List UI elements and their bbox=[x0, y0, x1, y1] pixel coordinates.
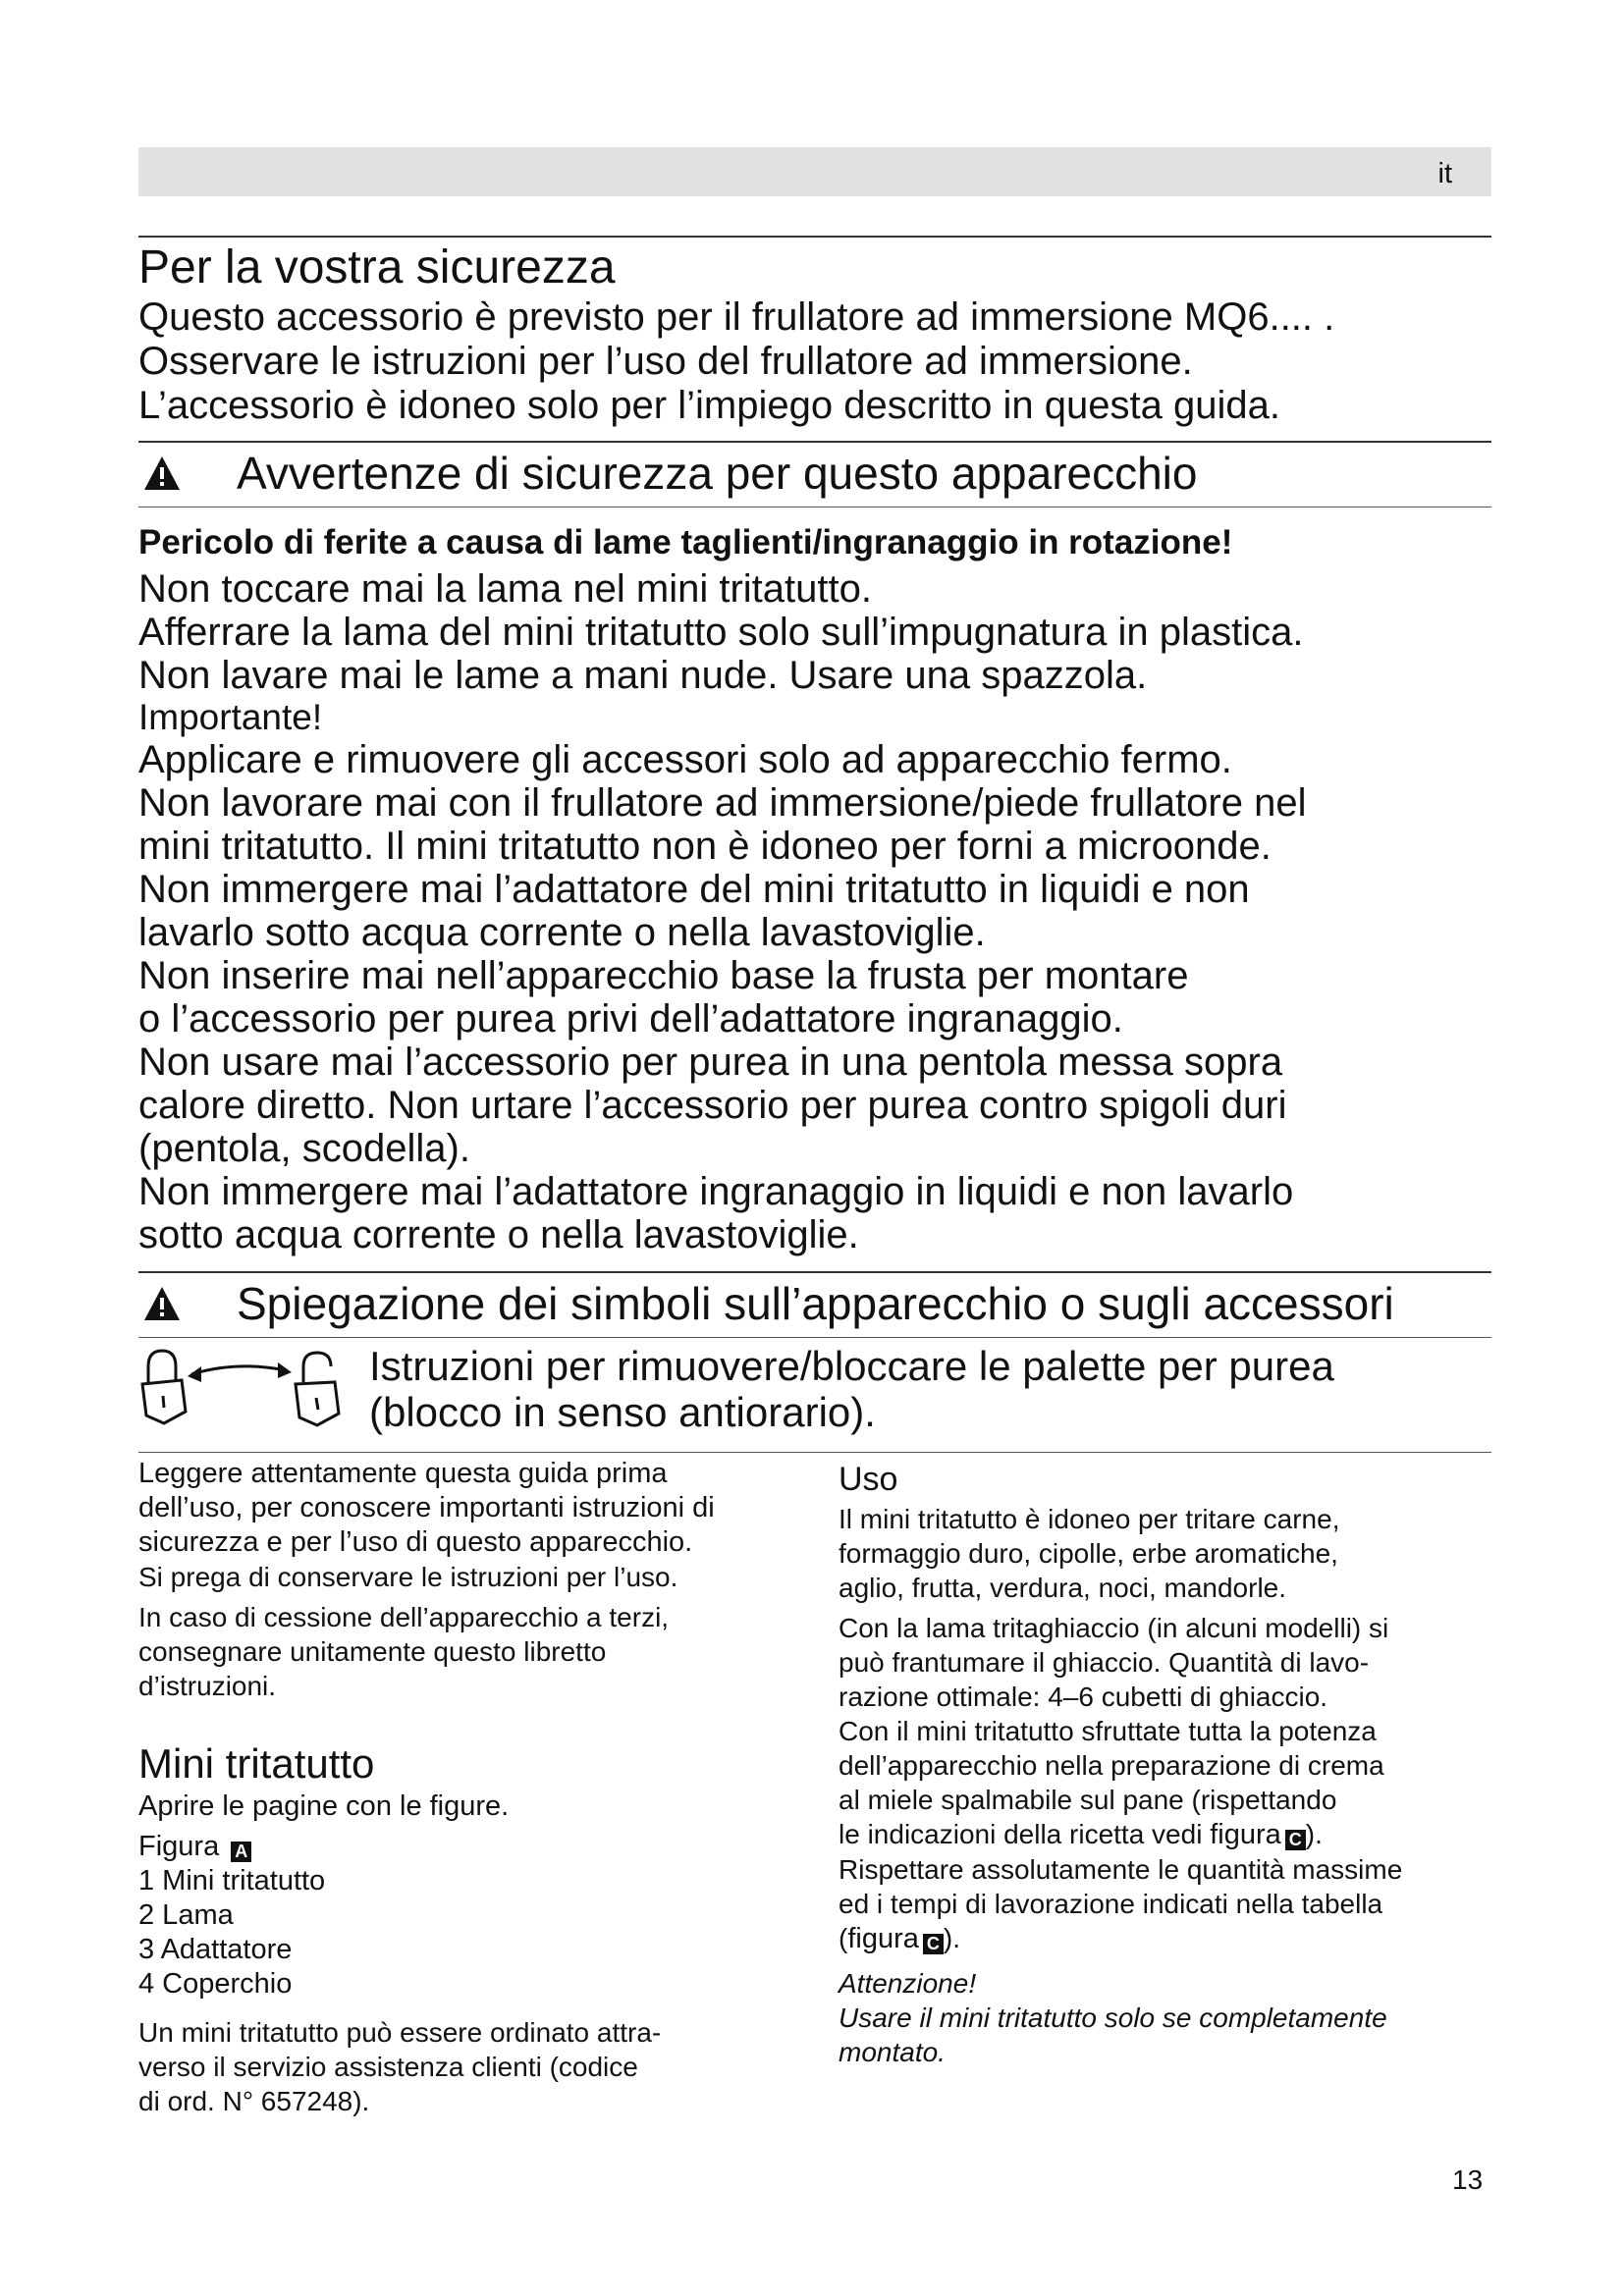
figure-badge: C bbox=[923, 1934, 944, 1954]
transfer-line: d’istruzioni. bbox=[138, 1671, 277, 1701]
figure-line bbox=[138, 1830, 806, 1864]
divider bbox=[138, 1337, 1491, 1338]
warning-line: mini tritatutto. Il mini tritatutto non è idoneo per forni a microonde. bbox=[138, 825, 1272, 868]
lock-symbol-line: (blocco in senso antiorario). bbox=[369, 1389, 876, 1435]
section-title: Per la vostra sicurezza bbox=[138, 241, 616, 294]
page-number: 13 bbox=[1452, 2164, 1484, 2195]
cream-line: dell’apparecchio nella preparazione di crema bbox=[839, 1750, 1384, 1781]
keep-instructions: Si prega di conservare le istruzioni per l’uso. bbox=[138, 1562, 678, 1592]
symbols-heading-text: Spiegazione dei simboli sull’apparecchio o sugli accessori bbox=[237, 1278, 1394, 1329]
lock-unlock-icon bbox=[138, 1343, 354, 1451]
mini-chopper-title: Mini tritatutto bbox=[138, 1740, 375, 1787]
left-column bbox=[138, 1457, 806, 2118]
cream-line: Con il mini tritatutto sfruttate tutta la potenza bbox=[839, 1716, 1377, 1746]
divider bbox=[138, 1452, 1491, 1453]
warning-line: calore diretto. Non urtare l’accessorio per purea contro spigoli duri bbox=[138, 1084, 1287, 1127]
max-line: ed i tempi di lavorazione indicati nella tabella bbox=[839, 1889, 1383, 1919]
warning-line: Non lavare mai le lame a mani nude. Usare una spazzola. bbox=[138, 654, 1148, 697]
figure-badge: A bbox=[231, 1842, 251, 1862]
warning-line: Non inserire mai nell’apparecchio base la frusta per montare bbox=[138, 954, 1189, 997]
intro-section bbox=[138, 240, 1513, 428]
warning-line: Applicare e rimuovere gli accessori solo ad apparecchio fermo. bbox=[138, 738, 1232, 781]
notice-line: sicurezza e per l’uso di questo apparecchio. bbox=[138, 1526, 693, 1558]
notice-line: Leggere attentamente questa guida prima bbox=[138, 1458, 668, 1489]
part-item: 4 Coperchio bbox=[138, 1968, 293, 2000]
order-line: di ord. N° 657248). bbox=[138, 2086, 370, 2116]
cream-line: al miele spalmabile sul pane (rispettando bbox=[839, 1785, 1337, 1815]
ice-line: razione ottimale: 4–6 cubetti di ghiaccio. bbox=[839, 1682, 1328, 1712]
lock-symbol-row bbox=[138, 1343, 1513, 1451]
notice-line: dell’uso, per conoscere importanti istruzioni di bbox=[138, 1492, 715, 1523]
part-item: 2 Lama bbox=[138, 1899, 234, 1931]
max-line bbox=[839, 1921, 1506, 1956]
figure-label: Figura bbox=[138, 1831, 220, 1862]
use-line: formaggio duro, cipolle, erbe aromatiche, bbox=[839, 1538, 1338, 1569]
max-line: Rispettare assolutamente le quantità massime bbox=[839, 1854, 1403, 1885]
ice-line: può frantumare il ghiaccio. Quantità di lavo- bbox=[839, 1647, 1370, 1678]
intro-line: Questo accessorio è previsto per il frullatore ad immersione MQ6.... . bbox=[138, 295, 1335, 339]
order-line: Un mini tritatutto può essere ordinato attra- bbox=[138, 2017, 662, 2048]
warning-line: Non immergere mai l’adattatore del mini tritatutto in liquidi e non bbox=[138, 868, 1250, 911]
divider bbox=[138, 441, 1491, 443]
use-title: Uso bbox=[839, 1461, 898, 1498]
attention-title: Attenzione! bbox=[839, 1968, 977, 1999]
lock-symbol-text bbox=[369, 1343, 1508, 1435]
open-pages-text: Aprire le pagine con le figure. bbox=[138, 1790, 510, 1822]
warning-line: o l’accessorio per purea privi dell’adattatore ingranaggio. bbox=[138, 997, 1123, 1041]
figure-badge: C bbox=[1285, 1830, 1306, 1850]
part-item: 3 Adattatore bbox=[138, 1934, 293, 1965]
figure-label: figura bbox=[847, 1923, 919, 1954]
use-line: aglio, frutta, verdura, noci, mandorle. bbox=[839, 1573, 1287, 1603]
warning-line: lavarlo sotto acqua corrente o nella lavastoviglie. bbox=[138, 911, 986, 954]
language-bar bbox=[138, 147, 1491, 196]
attention-line: Usare il mini tritatutto solo se completamente bbox=[839, 2002, 1387, 2033]
part-item: 1 Mini tritatutto bbox=[138, 1865, 326, 1896]
intro-line: Osservare le istruzioni per l’uso del frullatore ad immersione. bbox=[138, 340, 1193, 383]
cream-text: le indicazioni della ricetta vedi bbox=[839, 1819, 1203, 1849]
important-heading: Importante! bbox=[138, 697, 323, 737]
warning-line: Non immergere mai l’adattatore ingranaggio in liquidi e non lavarlo bbox=[138, 1170, 1294, 1213]
warning-icon bbox=[142, 1285, 182, 1322]
right-column bbox=[839, 1457, 1506, 2069]
danger-heading: Pericolo di ferite a causa di lame taglienti/ingranaggio in rotazione! bbox=[138, 523, 1233, 561]
warning-icon bbox=[142, 454, 182, 492]
max-text: ( bbox=[839, 1923, 848, 1953]
transfer-line: In caso di cessione dell’apparecchio a terzi, bbox=[138, 1602, 670, 1632]
divider bbox=[138, 1271, 1491, 1273]
warning-line: Afferrare la lama del mini tritatutto solo sull’impugnatura in plastica. bbox=[138, 611, 1304, 654]
divider bbox=[138, 236, 1491, 238]
warning-line: Non usare mai l’accessorio per purea in una pentola messa sopra bbox=[138, 1041, 1283, 1084]
safety-heading bbox=[138, 444, 1513, 503]
max-text: ). bbox=[943, 1923, 960, 1953]
use-line: Il mini tritatutto è idoneo per tritare carne, bbox=[839, 1504, 1340, 1534]
warning-line: sotto acqua corrente o nella lavastoviglie. bbox=[138, 1213, 859, 1256]
warning-line: Non lavorare mai con il frullatore ad immersione/piede frullatore nel bbox=[138, 781, 1307, 825]
cream-line bbox=[839, 1817, 1506, 1852]
warning-line: (pentola, scodella). bbox=[138, 1127, 470, 1170]
ice-line: Con la lama tritaghiaccio (in alcuni modelli) si bbox=[839, 1613, 1389, 1643]
attention-line: montato. bbox=[839, 2037, 946, 2067]
safety-heading-text: Avvertenze di sicurezza per questo apparecchio bbox=[237, 448, 1198, 499]
lock-symbol-line: Istruzioni per rimuovere/bloccare le palette per purea bbox=[369, 1343, 1334, 1389]
warning-line: Non toccare mai la lama nel mini tritatutto. bbox=[138, 567, 872, 611]
safety-warnings bbox=[138, 518, 1533, 1256]
figure-label: figura bbox=[1210, 1819, 1281, 1850]
symbols-heading bbox=[138, 1274, 1513, 1333]
order-line: verso il servizio assistenza clienti (codice bbox=[138, 2052, 638, 2082]
intro-line: L’accessorio è idoneo solo per l’impiego descritto in questa guida. bbox=[138, 384, 1280, 427]
language-code: it bbox=[1437, 158, 1452, 189]
cream-text: ). bbox=[1305, 1819, 1323, 1849]
transfer-line: consegnare unitamente questo libretto bbox=[138, 1636, 607, 1667]
